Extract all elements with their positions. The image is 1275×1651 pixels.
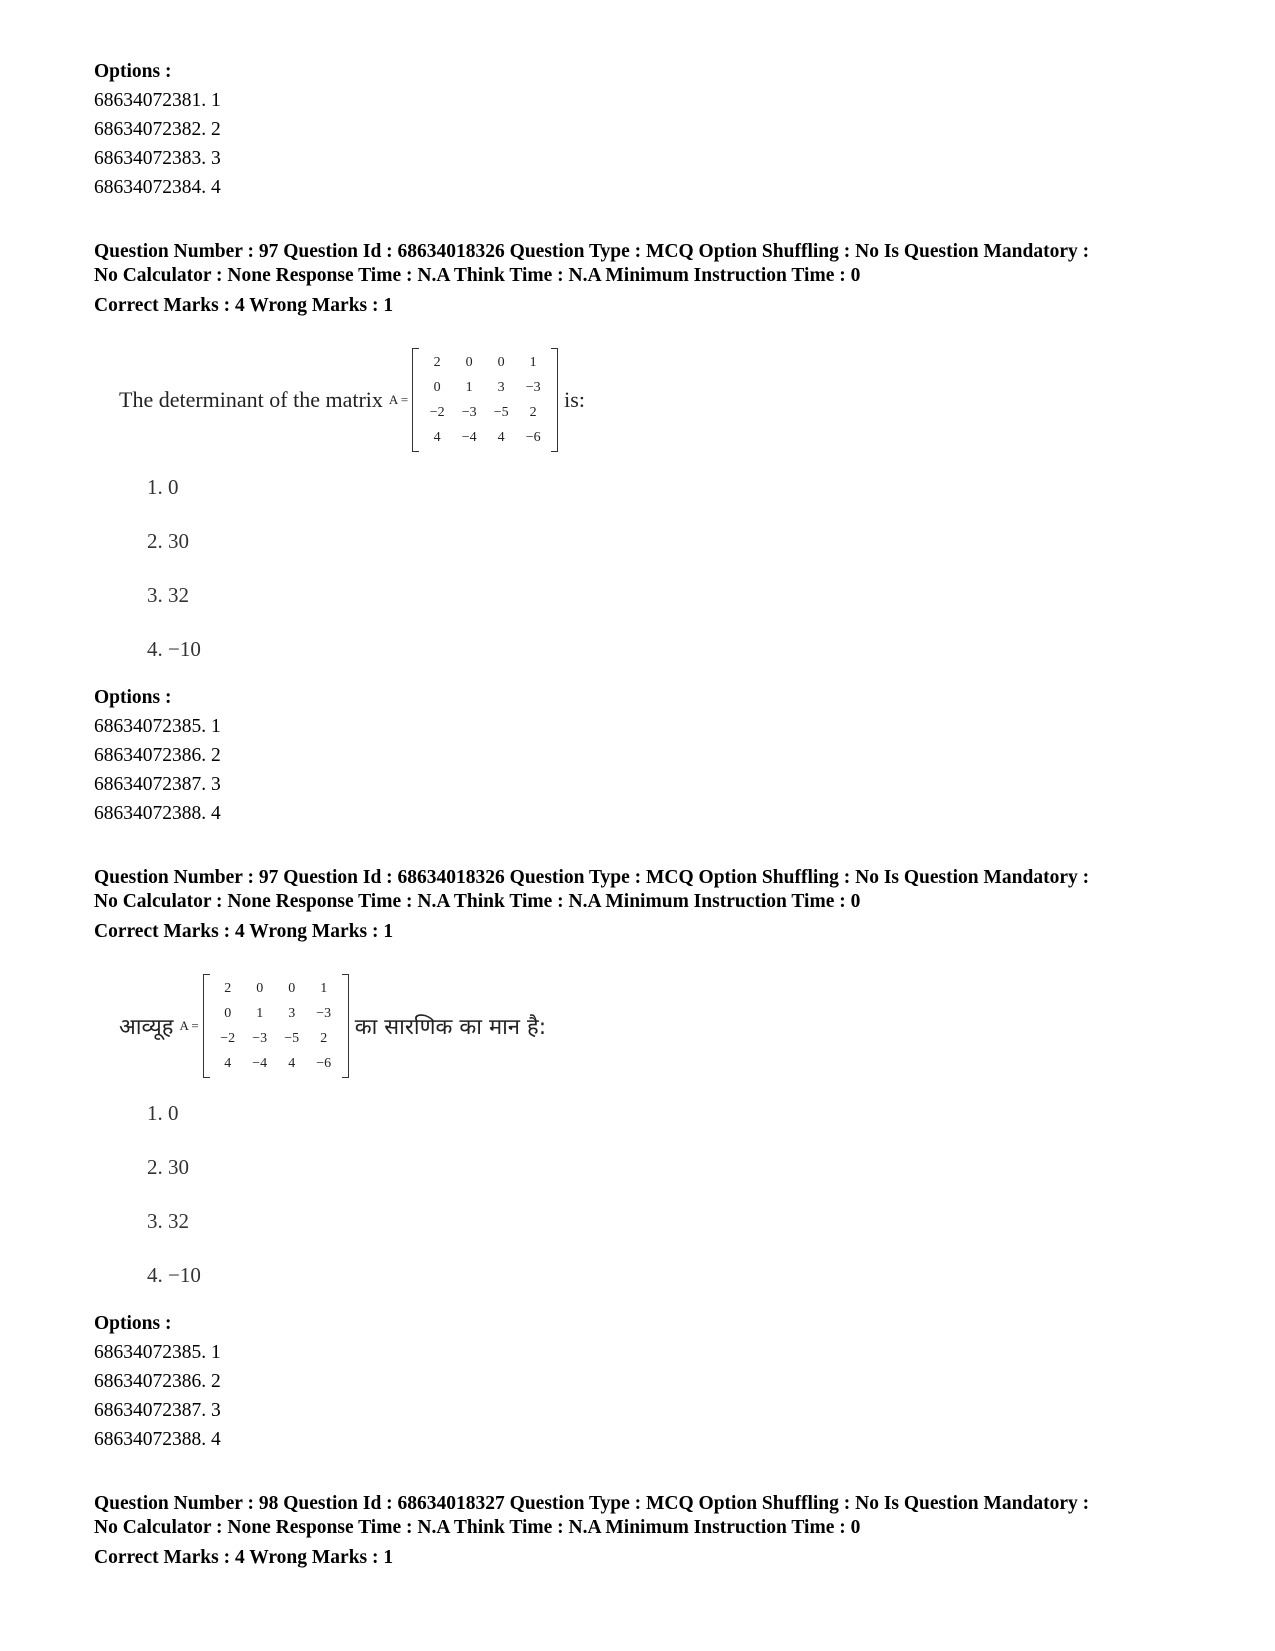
answer-list-q97-en	[147, 460, 201, 676]
question-meta-line: Question Number : 98 Question Id : 68634018327 Question Type : MCQ Option Shuffling : No Is Question Mandatory :	[94, 1493, 1090, 1514]
matrix-label: A =	[388, 392, 409, 407]
option-id: 68634072385. 1	[94, 716, 221, 737]
matrix-cell: 4	[497, 430, 505, 445]
matrix-cell: −6	[525, 430, 541, 445]
matrix-cell: 1	[529, 355, 537, 370]
answer-choice: 3. 32	[147, 583, 189, 607]
matrix-cell: 0	[497, 355, 505, 370]
matrix-cell: 0	[288, 981, 296, 996]
answer-choice: 2. 30	[147, 1155, 189, 1179]
matrix-cell: 4	[433, 430, 441, 445]
matrix-cell: 2	[320, 1031, 328, 1046]
option-id: 68634072386. 2	[94, 745, 221, 766]
option-id: 68634072381. 1	[94, 90, 221, 111]
option-id: 68634072388. 4	[94, 803, 221, 824]
options-heading: Options :	[94, 61, 172, 82]
matrix-cell: 2	[224, 981, 232, 996]
answer-choice: 1. 0	[147, 1101, 179, 1125]
matrix-cell: −4	[252, 1056, 268, 1071]
matrix-cell: −3	[461, 405, 477, 420]
matrix-grid	[419, 348, 551, 452]
option-id: 68634072387. 3	[94, 1400, 221, 1421]
question-meta-line: No Calculator : None Response Time : N.A Think Time : N.A Minimum Instruction Time : 0	[94, 891, 861, 912]
matrix-cell: −3	[525, 380, 541, 395]
option-id: 68634072387. 3	[94, 774, 221, 795]
option-id: 68634072386. 2	[94, 1371, 221, 1392]
option-id: 68634072385. 1	[94, 1342, 221, 1363]
question-meta-line: Question Number : 97 Question Id : 68634018326 Question Type : MCQ Option Shuffling : No Is Question Mandatory :	[94, 241, 1090, 262]
option-id: 68634072388. 4	[94, 1429, 221, 1450]
question-meta-line: No Calculator : None Response Time : N.A Think Time : N.A Minimum Instruction Time : 0	[94, 265, 861, 286]
matrix-cell: 1	[465, 380, 473, 395]
matrix-cell: −5	[493, 405, 509, 420]
answer-list-q97-hi	[147, 1086, 201, 1302]
answer-choice: 4. −10	[147, 637, 201, 661]
marks-line: Correct Marks : 4 Wrong Marks : 1	[94, 295, 394, 316]
options-block-q96	[94, 57, 1204, 202]
option-id: 68634072383. 3	[94, 148, 221, 169]
answer-choice: 1. 0	[147, 475, 179, 499]
matrix-cell: 2	[529, 405, 537, 420]
marks-line: Correct Marks : 4 Wrong Marks : 1	[94, 1547, 394, 1568]
option-id: 68634072382. 2	[94, 119, 221, 140]
option-id: 68634072384. 4	[94, 177, 221, 198]
answer-choice: 2. 30	[147, 529, 189, 553]
answer-choice: 3. 32	[147, 1209, 189, 1233]
matrix	[412, 348, 558, 452]
question-meta-line: Question Number : 97 Question Id : 68634018326 Question Type : MCQ Option Shuffling : No Is Question Mandatory :	[94, 867, 1090, 888]
matrix-cell: 1	[256, 1006, 264, 1021]
matrix-cell: −5	[284, 1031, 300, 1046]
question-prompt: The determinant of the matrix	[119, 387, 383, 412]
marks-line: Correct Marks : 4 Wrong Marks : 1	[94, 921, 394, 942]
matrix-cell: 0	[465, 355, 473, 370]
options-heading: Options :	[94, 1313, 172, 1334]
matrix-cell: 2	[433, 355, 441, 370]
matrix-grid	[210, 974, 342, 1078]
options-heading: Options :	[94, 687, 172, 708]
question-prompt-end: का सारणिक का मान है:	[354, 1015, 547, 1040]
matrix-cell: −6	[316, 1056, 332, 1071]
question-text-q97-hi	[119, 974, 546, 1078]
matrix-cell: 4	[224, 1056, 232, 1071]
options-block-q97-hi	[94, 1309, 1204, 1454]
matrix-cell: −2	[429, 405, 445, 420]
question-header-q98	[94, 1492, 1204, 1572]
matrix-cell: 3	[288, 1006, 296, 1021]
question-meta-line: No Calculator : None Response Time : N.A Think Time : N.A Minimum Instruction Time : 0	[94, 1517, 861, 1538]
matrix-right-bracket	[551, 348, 558, 452]
matrix-cell: −2	[220, 1031, 236, 1046]
matrix-cell: 0	[433, 380, 441, 395]
matrix-right-bracket	[342, 974, 349, 1078]
question-text-q97-en	[119, 348, 585, 452]
question-prompt-end: is:	[564, 387, 585, 412]
question-prompt: आव्यूह	[119, 1015, 174, 1040]
question-header-q97-hi	[94, 866, 1204, 946]
options-block-q97-en	[94, 683, 1204, 828]
matrix-left-bracket	[412, 348, 419, 452]
matrix-cell: 3	[497, 380, 505, 395]
matrix-cell: 4	[288, 1056, 296, 1071]
matrix-label: A =	[179, 1018, 199, 1033]
matrix-cell: 0	[256, 981, 264, 996]
matrix-cell: 0	[224, 1006, 232, 1021]
matrix-left-bracket	[203, 974, 210, 1078]
question-header-q97-en	[94, 240, 1204, 320]
matrix	[203, 974, 349, 1078]
matrix-cell: −3	[252, 1031, 268, 1046]
matrix-cell: −4	[461, 430, 477, 445]
matrix-cell: −3	[316, 1006, 332, 1021]
answer-choice: 4. −10	[147, 1263, 201, 1287]
matrix-cell: 1	[320, 981, 328, 996]
